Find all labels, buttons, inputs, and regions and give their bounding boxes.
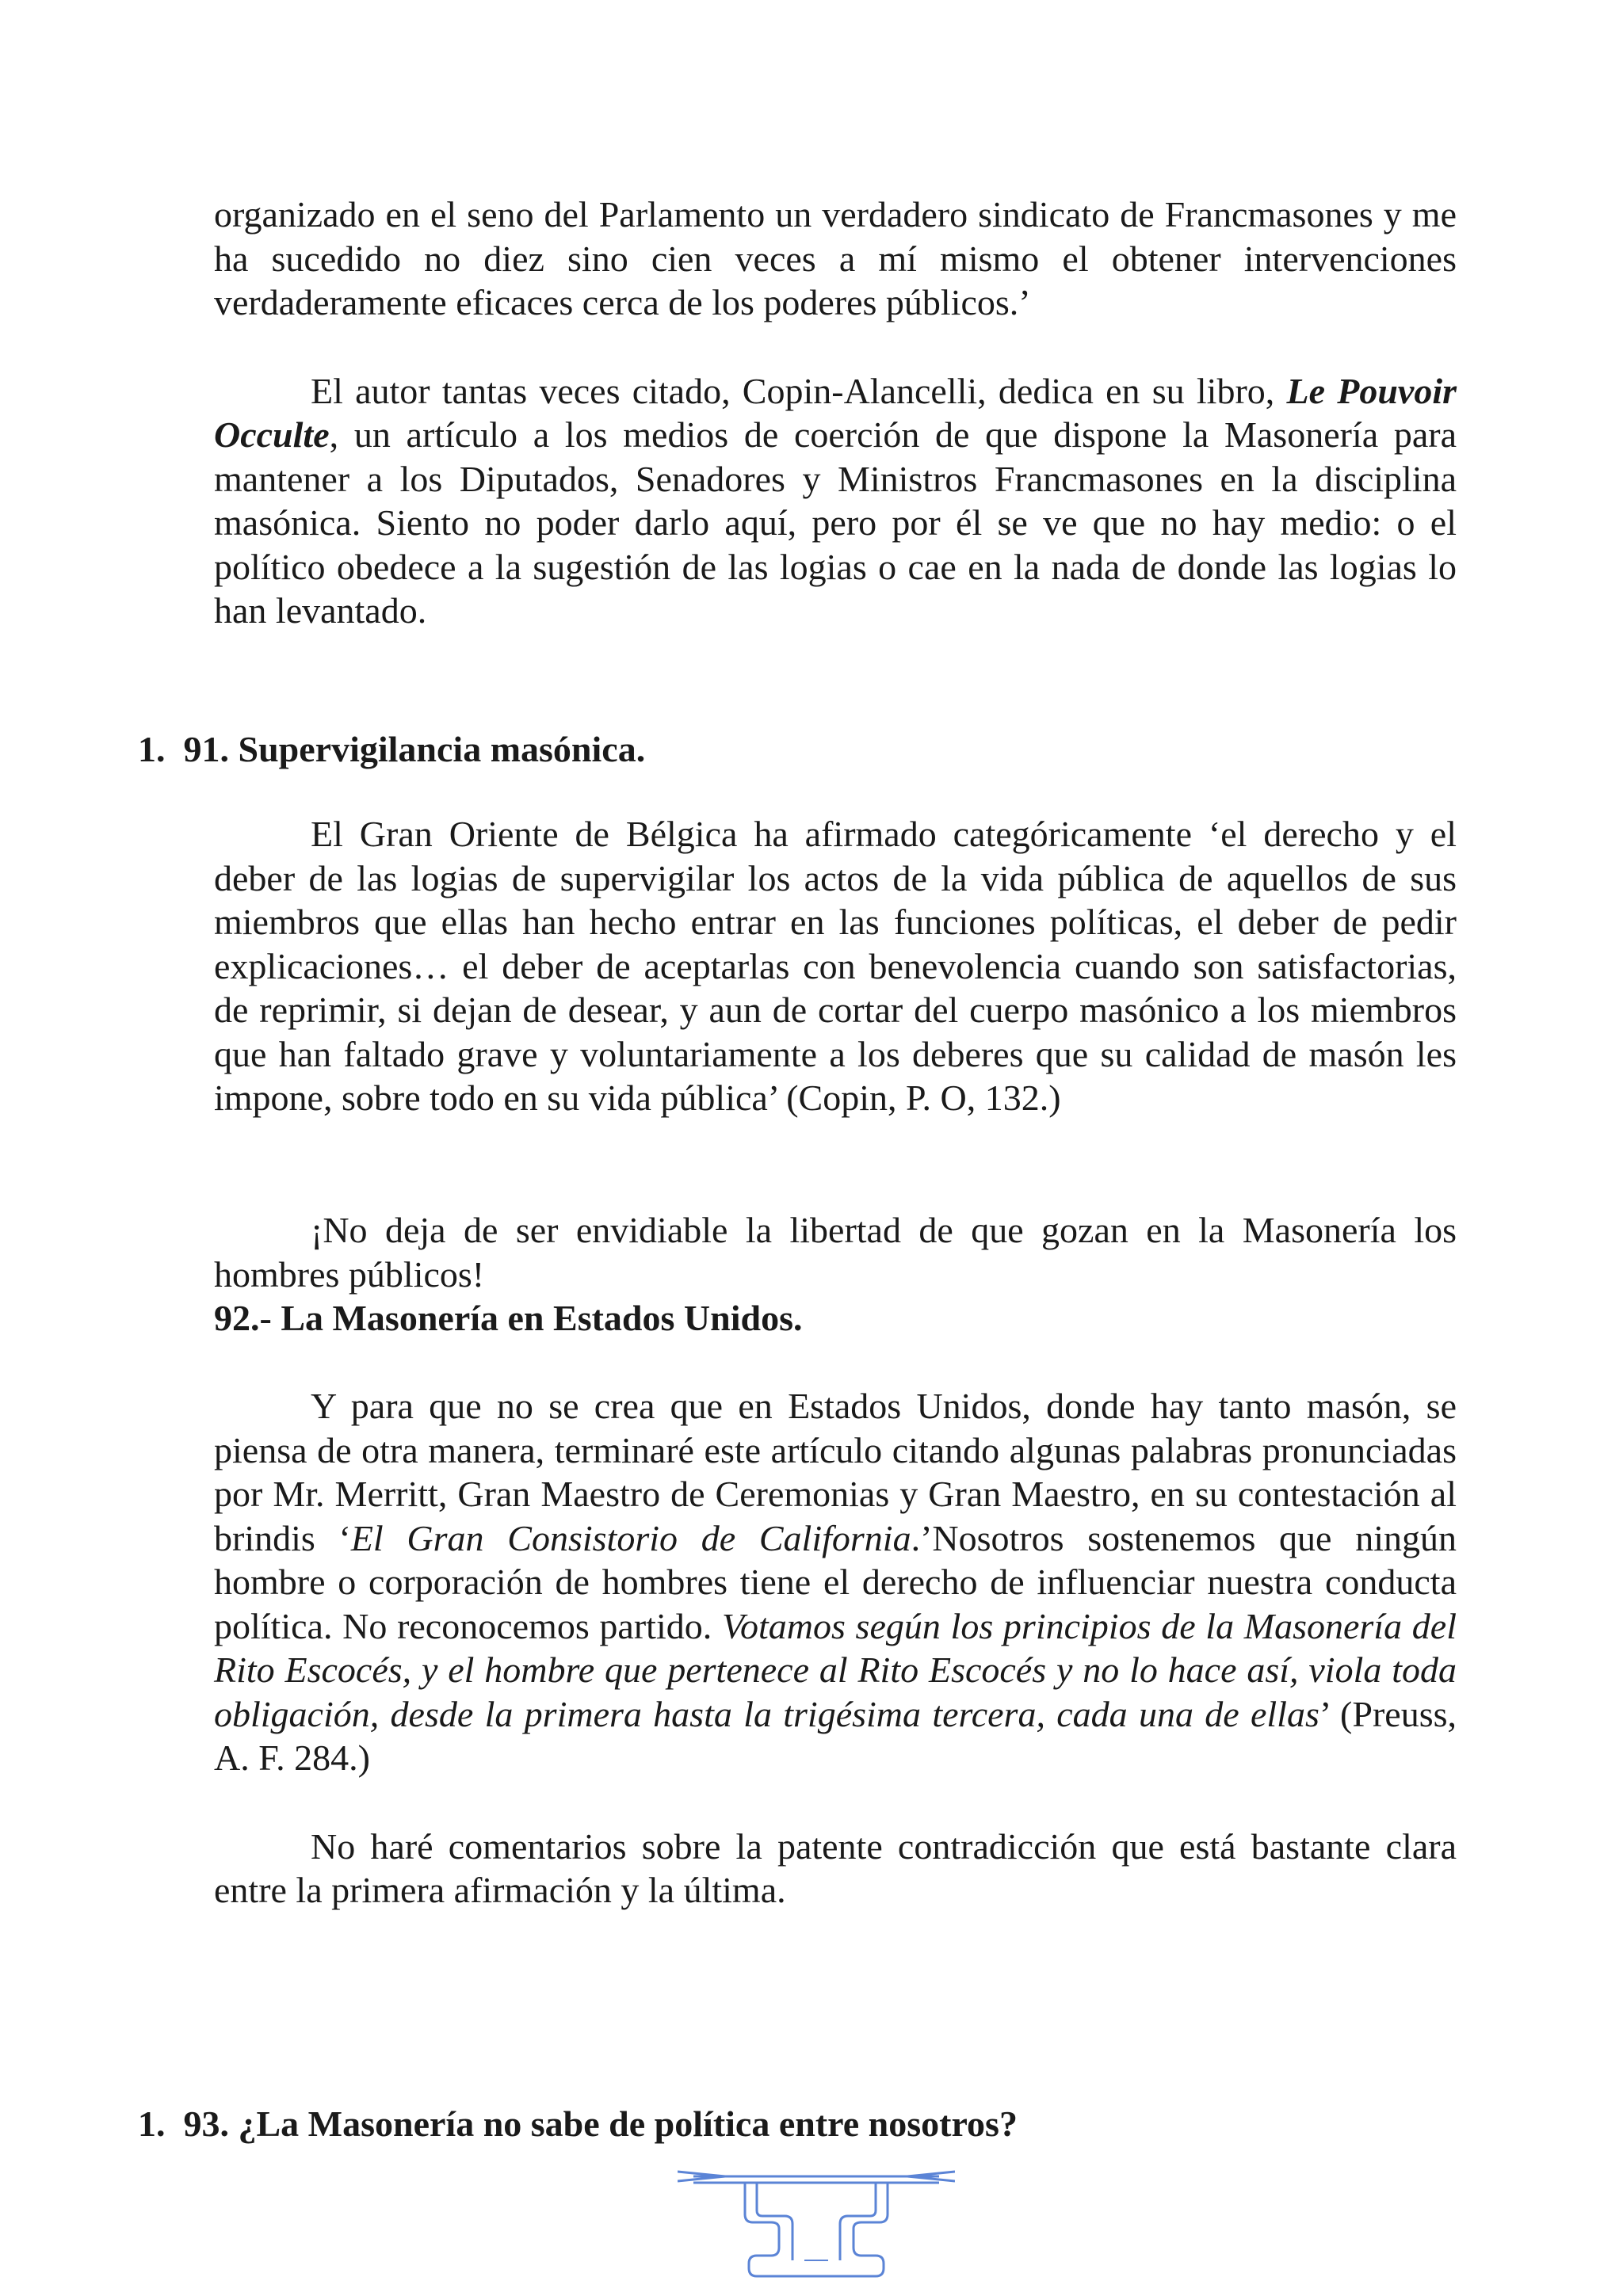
paragraph-text: , un artículo a los medios de coerción de que dispone la Masonería para mantener a los Diputados, Senadores y Ministros Francmasones en la disciplina masónica. Siento no poder darlo aquí, pero por él se ve que no hay medio: o el político obedece a la sugestión de las logias o cae en la nada de donde las logias lo han levantado. (214, 414, 1457, 631)
paragraph-text: ’ (Preuss, A. F. 284.) (214, 1693, 1457, 1778)
decorative-ornament-icon (678, 2167, 955, 2286)
paragraph-gran-oriente: El Gran Oriente de Bélgica ha afirmado categóricamente ‘el derecho y el deber de las logias de supervigilar los actos de la vida pública de aquellos de sus miembros que ellas han hecho entrar en las funciones políticas, el deber de pedir explicaciones… el deber de aceptarlas con benevolencia cuando son satisfactorias, de reprimir, si dejan de desear, y aun de cortar del cuerpo masónico a los miembros que han faltado grave y voluntariamente a los deberes que su calidad de masón les impone, sobre todo en su vida pública’ (Copin, P. O, 132.) (214, 814, 1457, 1118)
paragraph-text: .’Nosotros sostenemos que ningún hombre o corporación de hombres tiene el derecho de influenciar nuestra conducta política. No reconocemos partido. (214, 1517, 1457, 1646)
paragraph-continuation: organizado en el seno del Parlamento un verdadero sindicato de Francmasones y me ha sucedido no diez sino cien veces a mí mismo el obtener intervenciones verdaderamente eficaces cerca de los poderes públicos.’ (214, 194, 1457, 322)
paragraph-comentarios: No haré comentarios sobre la patente contradicción que está bastante clara entre la primera afirmación y la última. (214, 1825, 1457, 1910)
section-heading-92: 92.- La Masonería en Estados Unidos. (214, 1298, 803, 1338)
paragraph-envidiable: ¡No deja de ser envidiable la libertad de que gozan en la Masonería los hombres públicos! (214, 1210, 1457, 1295)
section-heading-91 (138, 727, 1485, 772)
page-body (138, 193, 1457, 2144)
heading-text: 93. ¿La Masonería no sabe de política entre nosotros? (183, 2103, 1018, 2144)
list-number: 1. (138, 729, 166, 769)
list-number: 1. (138, 2103, 166, 2144)
toast-title: El Gran Consistorio de California (350, 1517, 911, 1558)
paragraph-text: El autor tantas veces citado, Copin-Alancelli, dedica en su libro, (311, 370, 1287, 411)
paragraph-copin-alancelli (214, 369, 1457, 633)
section-92-body (214, 1384, 1457, 1913)
section-heading-93 (138, 2102, 1485, 2146)
paragraph-text: Y para que no se crea que en Estados Unidos, donde hay tanto masón, se piensa de otra manera, terminaré este artículo citando algunas palabras pronunciadas por Mr. Merritt, Gran Maestro de Ceremonias y Gran Maestro, en su contestación al brindis ‘ (214, 1386, 1457, 1558)
paragraph-estados-unidos (214, 1384, 1457, 1780)
heading-text: 91. Supervigilancia masónica. (183, 729, 646, 769)
italic-quote: Votamos según los principios de la Masonería del Rito Escocés, y el hombre que pertenece al Rito Escocés y no lo hace así, viola toda obligación, desde la primera hasta la trigésima tercera, cada una de ellas (214, 1605, 1457, 1734)
book-title: Le Pouvoir Occulte (214, 370, 1457, 455)
